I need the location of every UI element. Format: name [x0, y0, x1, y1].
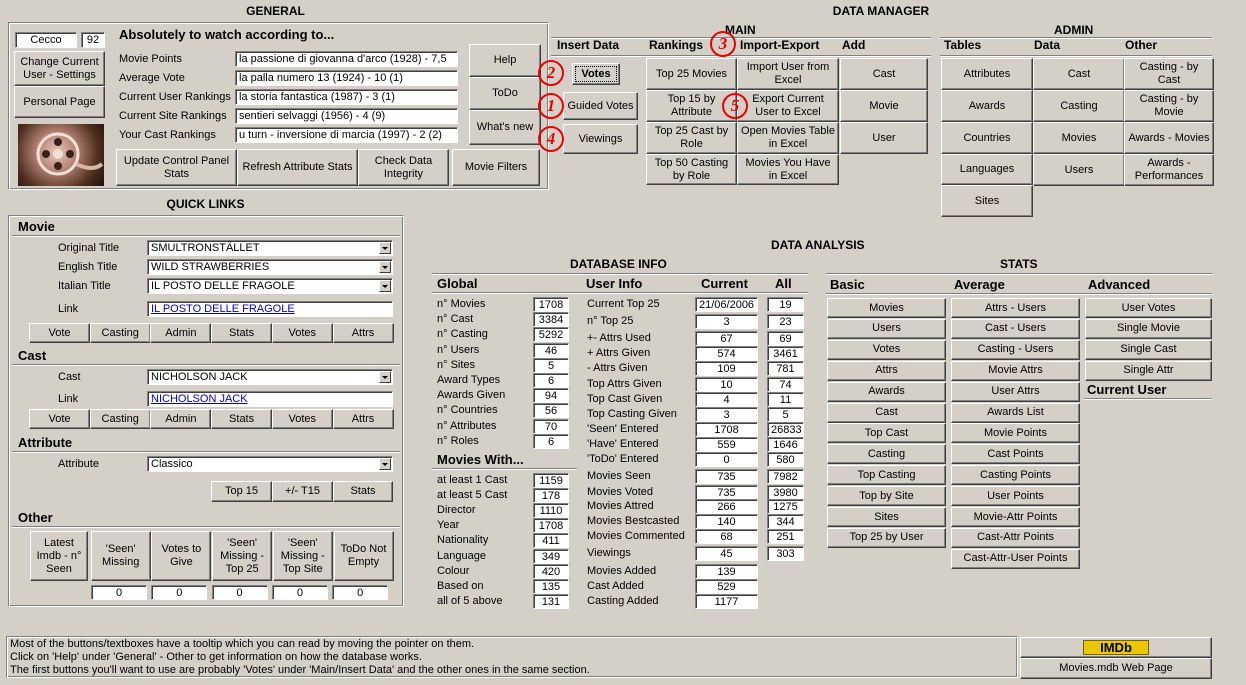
admin-tables-button[interactable]: Languages — [941, 154, 1033, 185]
movie-nav-vote-button[interactable]: Vote — [29, 323, 90, 343]
user-info-label: +- Attrs Used — [587, 332, 651, 344]
other-count-value: 0 — [91, 585, 147, 600]
votes-button[interactable]: Votes — [572, 63, 620, 85]
admin-title: ADMIN — [1054, 23, 1094, 37]
basic-stats-button[interactable]: Movies — [827, 298, 946, 318]
basic-stats-button[interactable]: Top by Site — [827, 486, 946, 506]
watch-row-value[interactable]: u turn - inversione di marcia (1997) - 2 (2) — [235, 127, 458, 143]
user-info-current: 735 — [695, 485, 758, 500]
other-quick-button[interactable]: Votes to Give — [151, 531, 211, 581]
quick-links-title: QUICK LINKS — [166, 197, 245, 211]
user-info-all: 23 — [767, 314, 804, 329]
movies-with-value: 411 — [533, 533, 569, 548]
average-stats-button[interactable]: Movie-Attr Points — [951, 507, 1080, 527]
user-info-all: 11 — [767, 392, 804, 407]
admin-data-button[interactable]: Users — [1033, 154, 1125, 186]
basic-title: Basic — [830, 277, 865, 292]
average-stats-button[interactable]: Awards List — [951, 403, 1080, 423]
movies-with-label: Year — [437, 519, 460, 532]
cast-nav-admin-button[interactable]: Admin — [150, 409, 211, 429]
cast-combo-value: NICHOLSON JACK — [151, 371, 248, 383]
user-info-current: 559 — [695, 437, 758, 452]
watch-row-label: Your Cast Rankings — [119, 129, 216, 141]
global-stat-label: n° Roles — [437, 434, 479, 447]
movie-title-value: WILD STRAWBERRIES — [151, 261, 270, 273]
attribute-combo-value: Classico — [151, 458, 193, 470]
movie-title-combo[interactable] — [147, 278, 393, 294]
attribute-label: Attribute — [58, 458, 99, 470]
data-header: Data — [1034, 38, 1061, 52]
movies-with-value: 178 — [533, 488, 569, 503]
user-info-label: + Attrs Given — [587, 347, 651, 359]
user-info-all: 26833 — [767, 422, 804, 437]
top50-casting-role-button[interactable]: Top 50 Casting by Role — [646, 154, 737, 185]
basic-stats-button[interactable]: Top Casting — [827, 465, 946, 485]
web-page-button[interactable]: Movies.mdb Web Page — [1020, 658, 1212, 679]
movies-with-label: Director — [437, 504, 476, 517]
marker-1: 1 — [538, 93, 564, 119]
admin-data-button[interactable]: Casting — [1033, 90, 1125, 122]
data-manager-title: DATA MANAGER — [832, 4, 930, 18]
user-info-all: 3980 — [767, 485, 804, 500]
user-info-current: 3 — [695, 407, 758, 422]
admin-tables-button[interactable]: Awards — [941, 90, 1033, 122]
admin-data-button[interactable]: Movies — [1033, 122, 1125, 154]
guided-votes-button[interactable]: Guided Votes — [563, 92, 638, 120]
basic-stats-button[interactable]: Top Cast — [827, 423, 946, 443]
movie-nav-admin-button[interactable]: Admin — [150, 323, 211, 343]
top15-button[interactable]: Top 15 — [211, 481, 272, 502]
global-stat-value: 5292 — [533, 327, 569, 342]
user-info-current: 1177 — [695, 594, 758, 609]
advanced-title: Advanced — [1088, 277, 1151, 292]
average-stats-button[interactable]: Movie Points — [951, 423, 1080, 443]
movies-with-label: at least 1 Cast — [437, 474, 508, 486]
admin-tables-button[interactable]: Sites — [941, 185, 1033, 217]
user-info-label: Movies Attred — [587, 500, 654, 512]
user-info-label: 'ToDo' Entered — [587, 453, 659, 465]
user-info-current: 139 — [695, 564, 758, 579]
global-stat-value: 3384 — [533, 312, 569, 327]
admin-tables-button[interactable]: Attributes — [941, 58, 1033, 90]
chevron-down-icon[interactable] — [379, 371, 391, 383]
watch-row-value[interactable]: la passione di giovanna d'arco (1928) - 7,5 — [235, 51, 458, 67]
movie-nav-attrs-button[interactable]: Attrs — [333, 323, 394, 343]
user-info-label: Viewings — [587, 547, 631, 559]
user-info-all: 69 — [767, 331, 804, 346]
user-info-all: 5 — [767, 407, 804, 422]
global-title: Global — [437, 276, 478, 291]
todo-button[interactable]: ToDo — [469, 77, 541, 110]
movies-with-value: 1708 — [533, 518, 569, 533]
other-quick-button[interactable]: ToDo Not Empty — [334, 531, 394, 581]
user-info-current: 529 — [695, 579, 758, 594]
basic-stats-button[interactable]: Casting — [827, 444, 946, 464]
movie-title-value: IL POSTO DELLE FRAGOLE — [151, 280, 295, 292]
movie-nav-casting-button[interactable]: Casting — [90, 323, 151, 343]
movie-title-combo[interactable] — [147, 259, 393, 275]
cast-combo[interactable] — [147, 369, 393, 385]
attribute-section-title: Attribute — [18, 435, 73, 450]
user-info-current: 45 — [695, 546, 758, 561]
footer-line-1: Most of the buttons/textboxes have a tooltip which you can read by moving the pointer on them. — [10, 638, 475, 650]
global-stat-value: 1708 — [533, 297, 569, 312]
imdb-button[interactable] — [1020, 637, 1212, 658]
user-info-current: 3 — [695, 314, 758, 329]
add-movie-button[interactable]: Movie — [840, 90, 928, 122]
movie-title-combo[interactable] — [147, 240, 393, 256]
movies-with-label: all of 5 above — [437, 594, 503, 607]
plus-minus-t15-button[interactable]: +/- T15 — [272, 481, 333, 502]
global-stat-label: n° Casting — [437, 328, 488, 341]
other-count-value: 0 — [212, 585, 268, 600]
add-user-button[interactable]: User — [840, 122, 928, 154]
other-quick-button[interactable]: Latest Imdb - n° Seen — [30, 531, 88, 581]
average-stats-button[interactable]: Casting - Users — [951, 340, 1080, 360]
basic-stats-button[interactable]: Awards — [827, 382, 946, 402]
other-quick-button[interactable]: 'Seen' Missing - Top 25 — [212, 531, 272, 581]
basic-stats-button[interactable]: Users — [827, 319, 946, 339]
watch-row-value[interactable]: la palla numero 13 (1924) - 10 (1) — [235, 70, 458, 86]
user-info-current: 574 — [695, 346, 758, 361]
tables-header: Tables — [944, 38, 982, 52]
footer-line-2: Click on 'Help' under 'General' - Other to get information on how the database works. — [10, 651, 422, 663]
user-info-all: 303 — [767, 546, 804, 561]
cast-nav-casting-button[interactable]: Casting — [90, 409, 151, 429]
global-stat-label: n° Sites — [437, 358, 476, 371]
user-info-label: Current Top 25 — [587, 298, 660, 310]
user-info-current: 1708 — [695, 422, 758, 437]
viewings-button[interactable]: Viewings — [563, 124, 638, 154]
user-info-current: 140 — [695, 514, 758, 529]
user-info-label: 'Have' Entered — [587, 438, 659, 450]
movie-nav-stats-button[interactable]: Stats — [211, 323, 272, 343]
movies-with-label: Nationality — [437, 534, 489, 547]
movie-field-label: English Title — [58, 261, 118, 273]
user-info-label: Casting Added — [587, 595, 659, 607]
attribute-combo[interactable] — [147, 456, 393, 472]
global-stat-label: Awards Given — [437, 389, 506, 402]
global-stat-label: n° Users — [437, 343, 480, 356]
user-info-current: 0 — [695, 452, 758, 467]
average-stats-button[interactable]: Cast-Attr Points — [951, 528, 1080, 548]
personal-page-button[interactable]: Personal Page — [14, 86, 105, 118]
advanced-stats-button[interactable]: Single Attr — [1085, 361, 1212, 381]
movies-with-value: 135 — [533, 579, 569, 594]
advanced-stats-button[interactable]: Single Cast — [1085, 340, 1212, 360]
user-info-current: 4 — [695, 392, 758, 407]
movies-with-label: Language — [437, 549, 486, 562]
global-stat-value: 70 — [533, 419, 569, 434]
cast-nav-stats-button[interactable]: Stats — [211, 409, 272, 429]
open-movies-excel-button[interactable]: Open Movies Table in Excel — [737, 122, 839, 154]
user-info-current: 68 — [695, 529, 758, 544]
global-stat-label: n° Attributes — [437, 419, 497, 432]
user-info-label: Movies Voted — [587, 486, 654, 498]
movies-with-value: 131 — [533, 594, 569, 609]
add-header: Add — [842, 38, 866, 52]
current-user-stats-title: Current User — [1087, 382, 1167, 397]
cast-label: Cast — [58, 371, 81, 383]
imdb-logo: IMDb — [1083, 640, 1149, 655]
watch-title: Absolutely to watch according to... — [119, 27, 335, 42]
main-title: MAIN — [725, 23, 756, 37]
movie-link-label: Link — [58, 303, 79, 315]
film-reel-logo — [18, 124, 104, 186]
user-info-label: Top Casting Given — [587, 408, 677, 420]
database-info-title: DATABASE INFO — [570, 257, 667, 271]
user-info-all: 580 — [767, 452, 804, 467]
user-info-label: 'Seen' Entered — [587, 423, 659, 435]
user-info-all: 74 — [767, 377, 804, 392]
average-stats-button[interactable]: Cast Points — [951, 444, 1080, 464]
user-info-current: 735 — [695, 469, 758, 484]
user-info-all: 19 — [767, 297, 804, 312]
user-info-current: 10 — [695, 377, 758, 392]
movie-title-value: SMULTRONSTÄLLET — [151, 242, 260, 254]
average-stats-button[interactable]: Cast - Users — [951, 319, 1080, 339]
cast-section-title: Cast — [18, 348, 47, 363]
cast-nav-attrs-button[interactable]: Attrs — [333, 409, 394, 429]
marker-5: 5 — [722, 93, 748, 119]
movies-with-title: Movies With... — [437, 452, 524, 467]
average-stats-button[interactable]: Attrs - Users — [951, 298, 1080, 318]
marker-3: 3 — [710, 31, 736, 57]
basic-stats-button[interactable]: Sites — [827, 507, 946, 527]
basic-stats-button[interactable]: Top 25 by User — [827, 528, 946, 548]
user-info-all: 781 — [767, 361, 804, 376]
user-info-current: 109 — [695, 361, 758, 376]
other-quick-button[interactable]: 'Seen' Missing - Top Site — [273, 531, 333, 581]
advanced-stats-button[interactable]: User Votes — [1085, 298, 1212, 318]
user-info-current: 67 — [695, 331, 758, 346]
average-title: Average — [954, 277, 1005, 292]
basic-stats-button[interactable]: Attrs — [827, 361, 946, 381]
current-user-name: Cecco — [15, 32, 77, 48]
other-count-value: 0 — [272, 585, 328, 600]
check-data-integrity-button[interactable]: Check Data Integrity — [358, 149, 449, 186]
user-info-title: User Info — [586, 276, 643, 291]
movie-link[interactable]: IL POSTO DELLE FRAGOLE — [147, 301, 393, 317]
admin-data-button[interactable]: Cast — [1033, 58, 1125, 90]
basic-stats-button[interactable]: Votes — [827, 340, 946, 360]
movies-with-label: Colour — [437, 564, 470, 577]
global-stat-label: n° Movies — [437, 298, 486, 310]
top15-attribute-button[interactable]: Top 15 by Attribute — [646, 90, 737, 122]
all-col-title: All — [775, 276, 792, 291]
user-info-label: Movies Commented — [587, 530, 685, 542]
watch-row-label: Current Site Rankings — [119, 110, 227, 122]
attribute-stats-button[interactable]: Stats — [333, 481, 393, 502]
insert-data-header: Insert Data — [557, 38, 620, 52]
user-info-current: 266 — [695, 499, 758, 514]
import-user-excel-button[interactable]: Import User from Excel — [737, 58, 839, 90]
movies-you-have-excel-button[interactable]: Movies You Have in Excel — [737, 154, 839, 185]
movie-filters-button[interactable]: Movie Filters — [452, 149, 540, 186]
admin-other-button[interactable]: Casting - by Cast — [1124, 58, 1214, 90]
watch-row-label: Movie Points — [119, 53, 182, 65]
advanced-stats-button[interactable]: Single Movie — [1085, 319, 1212, 339]
user-info-all: 251 — [767, 529, 804, 544]
whats-new-button[interactable]: What's new — [469, 110, 541, 145]
movies-with-value: 1110 — [533, 503, 569, 518]
marker-4: 4 — [538, 126, 564, 152]
movies-with-label: at least 5 Cast — [437, 489, 508, 502]
current-user-number: 92 — [81, 32, 105, 48]
global-stat-value: 5 — [533, 358, 569, 373]
other-section-title: Other — [18, 510, 53, 525]
global-stat-label: n° Cast — [437, 313, 474, 326]
movies-with-value: 1159 — [533, 473, 569, 488]
other-count-value: 0 — [332, 585, 388, 600]
user-info-all: 1275 — [767, 499, 804, 514]
chevron-down-icon[interactable] — [379, 280, 391, 292]
watch-row-label: Current User Rankings — [119, 91, 231, 103]
user-info-label: Top Cast Given — [587, 393, 663, 405]
user-info-all: 7982 — [767, 469, 804, 484]
cast-link-label: Link — [58, 393, 79, 405]
current-col-title: Current — [701, 276, 748, 291]
global-stat-value: 6 — [533, 434, 569, 449]
user-info-all: 344 — [767, 514, 804, 529]
movies-with-value: 349 — [533, 549, 569, 564]
footer-line-3: The first buttons you'll want to use are probably 'Votes' under 'Main/Insert Data' and the other ones in the same section. — [10, 664, 590, 676]
help-button[interactable]: Help — [469, 44, 541, 77]
movie-nav-votes-button[interactable]: Votes — [272, 323, 333, 343]
average-stats-button[interactable]: Cast-Attr-User Points — [951, 549, 1080, 569]
change-user-button[interactable]: Change Current User - Settings — [14, 51, 105, 86]
average-stats-button[interactable]: Movie Attrs — [951, 361, 1080, 381]
average-stats-button[interactable]: User Attrs — [951, 382, 1080, 402]
refresh-attribute-stats-button[interactable]: Refresh Attribute Stats — [237, 149, 358, 186]
admin-other-button[interactable]: Casting - by Movie — [1124, 90, 1214, 122]
chevron-down-icon[interactable] — [379, 242, 391, 254]
user-info-label: - Attrs Given — [587, 362, 648, 374]
user-info-label: Movies Bestcasted — [587, 515, 680, 527]
admin-other-button[interactable]: Awards - Performances — [1124, 154, 1214, 186]
user-info-label: Top Attrs Given — [587, 378, 662, 390]
global-stat-label: n° Countries — [437, 404, 498, 417]
add-cast-button[interactable]: Cast — [840, 58, 928, 90]
user-info-label: Cast Added — [587, 580, 644, 592]
marker-2: 2 — [538, 60, 564, 86]
update-control-panel-button[interactable]: Update Control Panel Stats — [116, 149, 237, 186]
average-stats-button[interactable]: User Points — [951, 486, 1080, 506]
admin-other-button[interactable]: Awards - Movies — [1124, 122, 1214, 154]
movie-section-title: Movie — [18, 219, 55, 234]
data-analysis-title: DATA ANALYSIS — [771, 238, 865, 252]
global-stat-value: 56 — [533, 403, 569, 418]
global-stat-value: 46 — [533, 343, 569, 358]
general-title: GENERAL — [246, 4, 305, 18]
movie-field-label: Original Title — [58, 242, 120, 254]
cast-nav-vote-button[interactable]: Vote — [29, 409, 90, 429]
global-stat-value: 94 — [533, 388, 569, 403]
cast-nav-votes-button[interactable]: Votes — [272, 409, 333, 429]
export-user-excel-button[interactable]: Export Current User to Excel — [737, 90, 839, 122]
watch-row-value[interactable]: la storia fantastica (1987) - 3 (1) — [235, 89, 458, 105]
watch-row-value[interactable]: sentieri selvaggi (1956) - 4 (9) — [235, 108, 458, 124]
import-export-header: Import-Export — [740, 38, 820, 52]
watch-row-label: Average Vote — [119, 72, 185, 84]
other-count-value: 0 — [151, 585, 207, 600]
user-info-all: 1646 — [767, 437, 804, 452]
user-info-label: Movies Seen — [587, 470, 651, 482]
top25-cast-role-button[interactable]: Top 25 Cast by Role — [646, 122, 737, 154]
user-info-label: n° Top 25 — [587, 315, 634, 327]
cast-link[interactable]: NICHOLSON JACK — [147, 391, 393, 407]
top25-movies-button[interactable]: Top 25 Movies — [646, 58, 737, 90]
movies-with-value: 420 — [533, 564, 569, 579]
movie-field-label: Italian Title — [58, 280, 111, 292]
stats-title: STATS — [1000, 257, 1038, 271]
movies-with-label: Based on — [437, 579, 484, 592]
average-stats-button[interactable]: Casting Points — [951, 465, 1080, 485]
user-info-current: 21/06/2006 — [695, 297, 758, 312]
admin-tables-button[interactable]: Countries — [941, 122, 1033, 154]
other-quick-button[interactable]: 'Seen' Missing — [91, 531, 151, 581]
global-stat-label: Award Types — [437, 374, 501, 386]
rankings-header: Rankings — [649, 38, 704, 52]
other-header: Other — [1125, 38, 1158, 52]
chevron-down-icon[interactable] — [379, 261, 391, 273]
user-info-all: 3461 — [767, 346, 804, 361]
user-info-label: Movies Added — [587, 565, 657, 577]
global-stat-value: 6 — [533, 373, 569, 388]
basic-stats-button[interactable]: Cast — [827, 403, 946, 423]
chevron-down-icon[interactable] — [379, 458, 391, 470]
